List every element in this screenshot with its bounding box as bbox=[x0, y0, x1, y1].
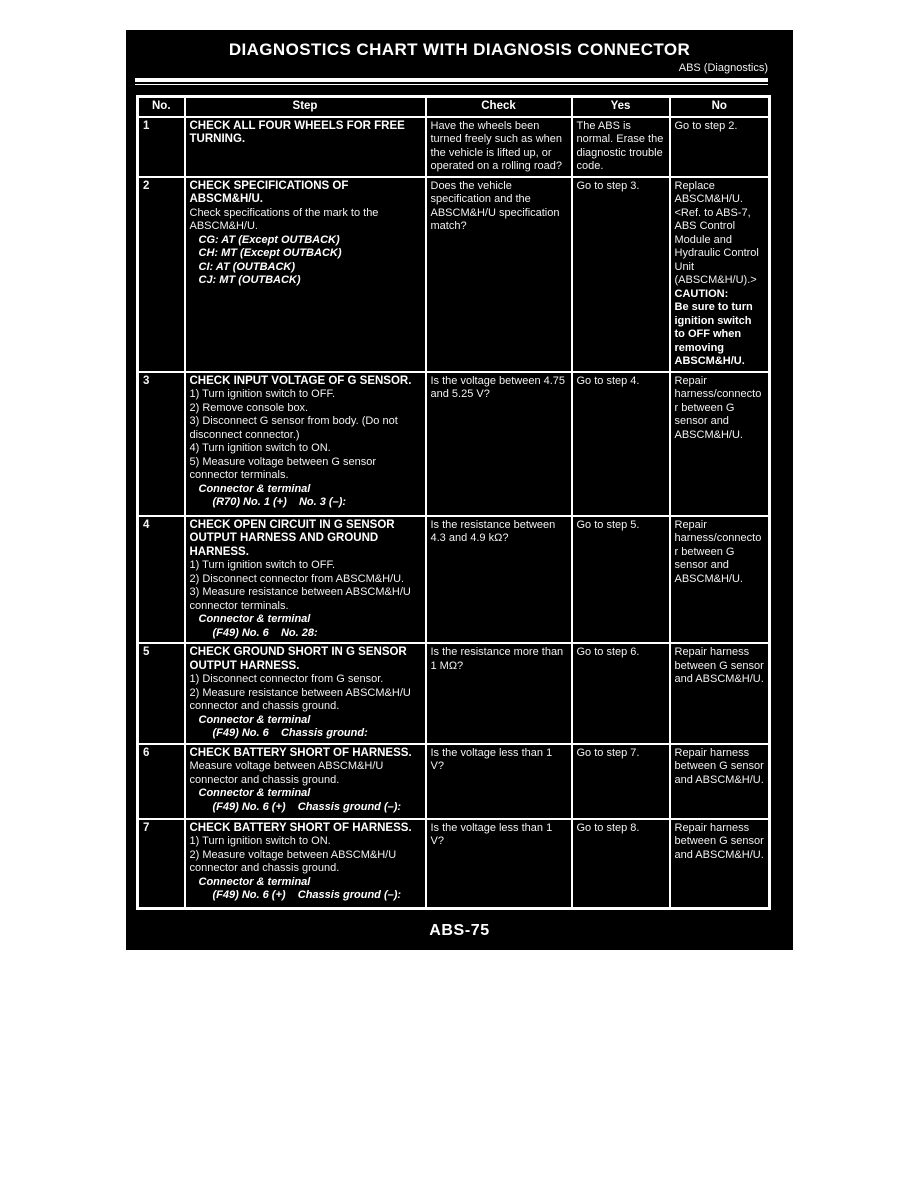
no-text: Repair harness between G sensor and ABSCM&H/U. bbox=[674, 746, 764, 786]
step-line: 2) Remove console box. bbox=[189, 401, 309, 414]
yes-cell bbox=[572, 643, 670, 744]
step-title: CHECK SPECIFICATIONS OF ABSCM&H/U. bbox=[189, 179, 349, 205]
column-header-no-action: No bbox=[670, 97, 770, 117]
step-title: CHECK ALL FOUR WHEELS FOR FREE TURNING. bbox=[189, 119, 405, 145]
step-line: Connector & terminal bbox=[198, 787, 311, 799]
no-cell bbox=[670, 819, 770, 909]
step-line: 2) Disconnect connector from ABSCM&H/U. bbox=[189, 572, 405, 585]
no-text: Replace ABSCM&H/U. bbox=[674, 179, 743, 205]
step-line: Measure voltage between ABSCM&H/U connector and chassis ground. bbox=[189, 760, 384, 786]
step-line: (R70) No. 1 (+) No. 3 (–): bbox=[212, 496, 347, 508]
table-body bbox=[138, 117, 770, 909]
step-title: CHECK INPUT VOLTAGE OF G SENSOR. bbox=[189, 374, 412, 387]
step-number: 7 bbox=[143, 821, 150, 834]
step-line: 1) Turn ignition switch to ON. bbox=[189, 835, 331, 847]
step-number-cell bbox=[138, 117, 185, 177]
step-line: Check specifications of the mark to the ABSCM&H/U. bbox=[189, 206, 379, 232]
step-title: CHECK BATTERY SHORT OF HARNESS. bbox=[189, 821, 412, 834]
column-header-no: No. bbox=[138, 97, 185, 117]
yes-text: Go to step 8. bbox=[576, 821, 640, 834]
table-row bbox=[138, 744, 770, 819]
step-title: CHECK GROUND SHORT IN G SENSOR OUTPUT HARNESS. bbox=[189, 646, 407, 672]
step-cell bbox=[185, 177, 426, 372]
step-line: 4) Turn ignition switch to ON. bbox=[189, 442, 331, 454]
step-line: CI: AT (OUTBACK) bbox=[198, 260, 296, 273]
check-cell bbox=[426, 643, 572, 744]
step-line: 3) Disconnect G sensor from body. (Do not disconnect connector.) bbox=[189, 415, 398, 441]
no-cell bbox=[670, 177, 770, 372]
no-text: Repair harness between G sensor and ABSCM&H/U. bbox=[674, 821, 764, 861]
page-number: ABS-75 bbox=[429, 921, 490, 939]
column-header-yes: Yes bbox=[572, 97, 670, 117]
step-number-cell bbox=[138, 372, 185, 516]
step-line: 1) Disconnect connector from G sensor. bbox=[189, 673, 384, 685]
step-line: Connector & terminal bbox=[198, 482, 311, 495]
step-line: 3) Measure resistance between ABSCM&H/U connector terminals. bbox=[189, 586, 411, 612]
no-text: Repair harness/connector between G sensor and ABSCM&H/U. bbox=[674, 374, 762, 441]
step-line: CH: MT (Except OUTBACK) bbox=[198, 247, 342, 259]
yes-text: The ABS is normal. Erase the diagnostic trouble code. bbox=[576, 119, 664, 172]
page-subtitle: ABS (Diagnostics) bbox=[678, 62, 768, 74]
no-cell bbox=[670, 516, 770, 644]
check-text: Is the voltage less than 1 V? bbox=[430, 746, 553, 772]
step-line: (F49) No. 6 (+) Chassis ground (–): bbox=[212, 889, 402, 901]
table-row bbox=[138, 117, 770, 177]
diagnostics-table bbox=[136, 95, 771, 910]
divider-thick-line bbox=[135, 78, 768, 82]
step-line: (F49) No. 6 No. 28: bbox=[212, 626, 318, 639]
step-title: CHECK OPEN CIRCUIT IN G SENSOR OUTPUT HARNESS AND GROUND HARNESS. bbox=[189, 518, 395, 558]
step-number-cell bbox=[138, 819, 185, 909]
step-cell bbox=[185, 744, 426, 819]
step-cell bbox=[185, 643, 426, 744]
step-cell bbox=[185, 117, 426, 177]
table-row bbox=[138, 372, 770, 516]
step-number: 5 bbox=[143, 646, 150, 658]
no-text: Go to step 2. bbox=[674, 119, 738, 132]
step-line: 2) Measure resistance between ABSCM&H/U connector and chassis ground. bbox=[189, 686, 411, 712]
yes-text: Go to step 4. bbox=[576, 374, 640, 387]
step-number-cell bbox=[138, 516, 185, 644]
check-text: Is the resistance more than 1 MΩ? bbox=[430, 646, 564, 672]
check-cell bbox=[426, 117, 572, 177]
step-line: 5) Measure voltage between G sensor connector terminals. bbox=[189, 455, 376, 481]
column-header-check: Check bbox=[426, 97, 572, 117]
yes-text: Go to step 7. bbox=[576, 746, 640, 759]
yes-cell bbox=[572, 117, 670, 177]
table-row bbox=[138, 819, 770, 909]
title-divider bbox=[135, 78, 768, 85]
table-row bbox=[138, 643, 770, 744]
check-cell bbox=[426, 372, 572, 516]
yes-cell bbox=[572, 372, 670, 516]
step-line: 1) Turn ignition switch to OFF. bbox=[189, 388, 335, 400]
yes-text: Go to step 3. bbox=[576, 179, 640, 192]
step-line: CG: AT (Except OUTBACK) bbox=[198, 233, 340, 246]
no-text: CAUTION: bbox=[674, 287, 729, 300]
no-text: Repair harness between G sensor and ABSCM&H/U. bbox=[674, 646, 764, 685]
check-cell bbox=[426, 819, 572, 909]
no-cell bbox=[670, 372, 770, 516]
step-number-cell bbox=[138, 744, 185, 819]
manual-page bbox=[126, 30, 793, 950]
yes-cell bbox=[572, 177, 670, 372]
check-cell bbox=[426, 744, 572, 819]
step-line: 2) Measure voltage between ABSCM&H/U connector and chassis ground. bbox=[189, 848, 397, 874]
no-text: Repair harness/connector between G sensor and ABSCM&H/U. bbox=[674, 518, 762, 585]
step-line: Connector & terminal bbox=[198, 613, 311, 625]
yes-cell bbox=[572, 744, 670, 819]
step-line: Connector & terminal bbox=[198, 875, 311, 888]
check-cell bbox=[426, 177, 572, 372]
step-number-cell bbox=[138, 643, 185, 744]
step-line: (F49) No. 6 (+) Chassis ground (–): bbox=[212, 800, 402, 813]
step-number: 3 bbox=[143, 374, 150, 387]
yes-text: Go to step 6. bbox=[576, 646, 640, 658]
no-cell bbox=[670, 643, 770, 744]
check-text: Does the vehicle specification and the ABSCM&H/U specification match? bbox=[430, 179, 560, 232]
step-line: (F49) No. 6 Chassis ground: bbox=[212, 727, 368, 739]
step-line: Connector & terminal bbox=[198, 713, 311, 726]
yes-cell bbox=[572, 819, 670, 909]
step-number: 2 bbox=[143, 179, 150, 192]
step-title: CHECK BATTERY SHORT OF HARNESS. bbox=[189, 746, 412, 759]
step-cell bbox=[185, 819, 426, 909]
check-text: Is the voltage between 4.75 and 5.25 V? bbox=[430, 374, 566, 400]
page-title: DIAGNOSTICS CHART WITH DIAGNOSIS CONNECTOR bbox=[228, 40, 691, 59]
check-text: Is the voltage less than 1 V? bbox=[430, 821, 553, 847]
step-number: 4 bbox=[143, 518, 150, 531]
check-text: Is the resistance between 4.3 and 4.9 kΩ? bbox=[430, 518, 556, 544]
check-text: Have the wheels been turned freely such as when the vehicle is lifted up, or operated on a rolling road? bbox=[430, 119, 562, 172]
column-header-step: Step bbox=[185, 97, 426, 117]
table-row bbox=[138, 516, 770, 644]
step-number: 1 bbox=[143, 119, 150, 132]
no-cell bbox=[670, 744, 770, 819]
step-number-cell bbox=[138, 177, 185, 372]
yes-text: Go to step 5. bbox=[576, 518, 640, 531]
step-cell bbox=[185, 516, 426, 644]
no-text: Be sure to turn ignition switch to OFF when removing ABSCM&H/U. bbox=[674, 301, 753, 367]
step-line: 1) Turn ignition switch to OFF. bbox=[189, 559, 335, 571]
step-cell bbox=[185, 372, 426, 516]
table-row bbox=[138, 177, 770, 372]
check-cell bbox=[426, 516, 572, 644]
no-cell bbox=[670, 117, 770, 177]
divider-thin-line bbox=[135, 84, 768, 85]
no-text: <Ref. to ABS-7, ABS Control Module and Hydraulic Control Unit (ABSCM&H/U).> bbox=[674, 206, 759, 286]
step-line: CJ: MT (OUTBACK) bbox=[198, 274, 301, 286]
yes-cell bbox=[572, 516, 670, 644]
table-header-row bbox=[138, 97, 770, 117]
step-number: 6 bbox=[143, 746, 150, 759]
